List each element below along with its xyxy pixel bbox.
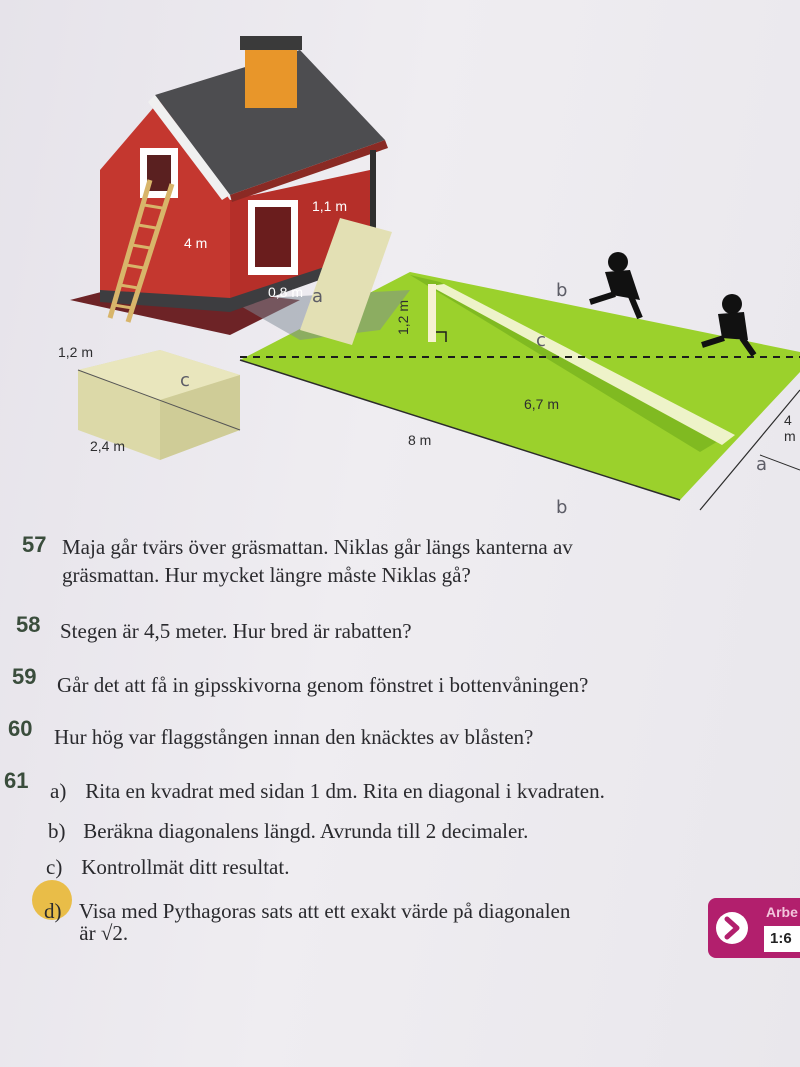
label-board-height: 1,2 m <box>58 344 94 360</box>
label-pole-stump: 1,2 m <box>395 299 411 335</box>
problem-number: 58 <box>16 612 41 637</box>
problem-number: 59 <box>12 664 37 689</box>
problem-text: Maja går tvärs över gräsmattan. Niklas går längs kanterna av <box>62 535 573 559</box>
side-tab-label: Arbe <box>766 904 798 920</box>
label-window-width: 0,8 m <box>268 284 304 300</box>
sub-letter: a) <box>50 779 67 803</box>
sub-text: Visa med Pythagoras sats att ett exakt värde på diagonalen <box>78 899 571 923</box>
label-break-length: 6,7 m <box>524 396 560 412</box>
sub-letter: b) <box>48 819 66 843</box>
problem-text: Hur hög var flaggstången innan den knäcktes av blåsten? <box>54 725 534 749</box>
problem-number: 60 <box>8 716 33 741</box>
label-roof-height: 1,1 m <box>312 198 348 214</box>
problem-text: Stegen är 4,5 meter. Hur bred är rabatten? <box>60 619 412 643</box>
subproblem-d-continued <box>44 920 128 946</box>
problem-text: Går det att få in gipsskivorna genom fönstret i bottenvåningen? <box>57 673 589 697</box>
sub-letter: d) <box>44 899 62 923</box>
handwritten-b-bottom: b <box>556 497 568 518</box>
sub-text: är √2. <box>79 921 129 945</box>
handwritten-c-field: c <box>536 330 546 351</box>
sub-letter: c) <box>46 855 63 879</box>
sub-text: Beräkna diagonalens längd. Avrunda till 2 decimaler. <box>83 819 529 843</box>
chimney <box>245 50 297 108</box>
subproblem-b <box>48 818 528 844</box>
runner-boy-icon <box>590 252 640 318</box>
label-house-height: 4 m <box>184 235 208 251</box>
sub-text: Kontrollmät ditt resultat. <box>81 855 290 879</box>
subproblem-a <box>50 778 605 804</box>
label-board-width: 2,4 m <box>90 438 126 454</box>
handwritten-c-board: c <box>180 370 190 391</box>
chevron-right-icon <box>716 912 748 944</box>
subproblem-c <box>46 854 289 880</box>
pole-stump <box>428 284 436 342</box>
workbook-side-tab[interactable] <box>708 898 800 958</box>
handwritten-b-runner: b <box>556 280 568 301</box>
handwritten-a-side: a <box>756 454 768 475</box>
problem-number: 61 <box>4 768 29 793</box>
problem-text: gräsmattan. Hur mycket längre måste Niklas gå? <box>62 563 471 587</box>
sub-text: Rita en kvadrat med sidan 1 dm. Rita en diagonal i kvadraten. <box>85 779 605 803</box>
side-tab-code: 1:6 <box>764 926 800 952</box>
label-lawn-width: 4 m <box>784 412 796 444</box>
problem-number: 57 <box>22 532 47 557</box>
label-lawn-length: 8 m <box>408 432 432 448</box>
handwritten-a-pole: a <box>312 286 324 307</box>
